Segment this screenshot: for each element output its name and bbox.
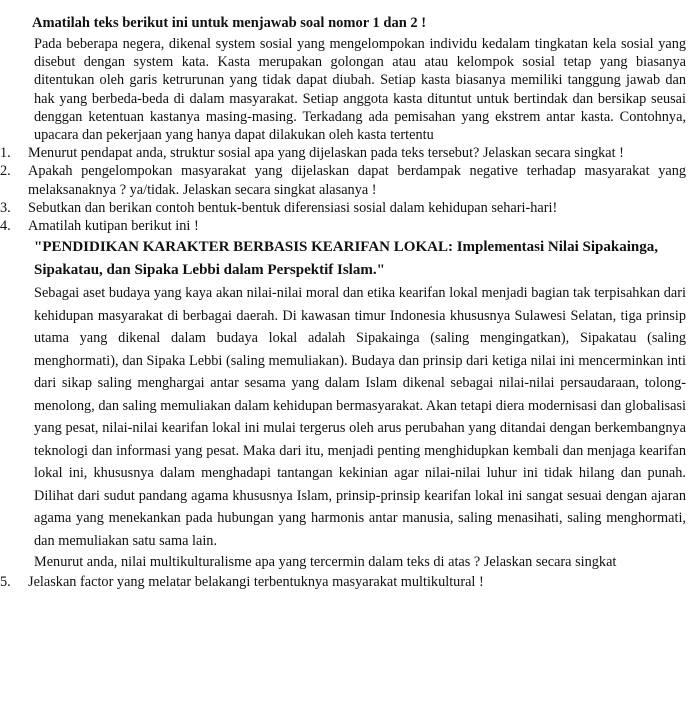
question-1 — [0, 144, 686, 162]
question-number: 5. — [0, 574, 11, 591]
question-number: 2. — [0, 163, 11, 180]
passage-text: Pada beberapa negera, dikenal system sosial yang mengelompokan individu kedalam tingkatan kela sosial yang disebut dengan system kata. Kasta merupakan golongan atau atau kelompok sosial tetap yang biasanya ditentukan oleh garis ketrurunan yang tidak dapat diubah. Setiap kasta biasanya memiliki tanggung jawab dan hak yang berbeda-beda di dalam masyarakat. Setiap anggota kasta dituntut untuk bertindak dan bersikap seusai denggan ketentuan kastanya masing-masing. Terkadang ada pemisahan yang ekstrem antar kasta. Contohnya, upacara dan pekerjaan yang hanya dapat dilakukan oleh kasta tertentu — [34, 36, 686, 144]
question-2 — [0, 162, 686, 198]
question-text: Apakah pengelompokan masyarakat yang dijelaskan dapat berdampak negative terhadap masyarakat yang melaksanaknya ? ya/tidak. Jelaskan secara singkat alasanya ! — [28, 163, 686, 198]
question-text: Amatilah kutipan berikut ini ! — [28, 218, 199, 235]
excerpt-body: Sebagai aset budaya yang kaya akan nilai-nilai moral dan etika kearifan lokal menjadi bagian tak terpisahkan dari kehidupan masyarakat di berbagai daerah. Di kawasan timur Indonesia khususnya Sulawesi Selatan, tiga prinsip utama yang dikenal dalam budaya lokal adalah Sipakainga (saling mengingatkan), Sipakatau (saling menghormati), dan Sipaka Lebbi (saling memuliakan). Budaya dan prinsip dari ketiga nilai ini mencerminkan inti dari sikap saling menghargai antar sesama yang dalam Islam dikenal sebagai nilai-nilai persaudaraan, tolong-menolong, dan saling memuliakan dalam kehidupan bermasyarakat. Akan tetapi diera modernisasi dan globalisasi yang pesat, nilai-nilai kearifan lokal ini mulai tergerus oleh arus perubahan yang ditandai dengan berkembangnya teknologi dan informasi yang pesat. Maka dari itu, menjadi penting menghidupkan kembali dan menjaga kearifan lokal ini, khususnya dalam menghadapi tantangan kekinian agar nilai-nilai luhur ini tidak hilang dan punah. Dilihat dari sudut pandang agama khususnya Islam, prinsip-prinsip kearifan lokal ini sangat sesuai dengan ajaran agama yang menekankan pada hubungan yang harmonis antar manusia, saling menasihati, saling menghormati, dan memuliakan satu sama lain. — [34, 285, 686, 549]
question-number: 1. — [0, 145, 11, 162]
question-4 — [0, 217, 686, 235]
question-text: Jelaskan factor yang melatar belakangi terbentuknya masyarakat multikultural ! — [28, 574, 484, 591]
question-5 — [0, 573, 686, 591]
question-3 — [0, 199, 686, 217]
question-number: 3. — [0, 199, 11, 216]
question-number: 4. — [0, 218, 11, 235]
instruction-heading: Amatilah teks berikut ini untuk menjawab soal nomor 1 dan 2 ! — [32, 15, 427, 31]
excerpt-question: Menurut anda, nilai multikulturalisme apa yang tercermin dalam teks di atas ? Jelaskan secara singkat — [34, 554, 617, 571]
question-text: Sebutkan dan berikan contoh bentuk-bentuk diferensiasi sosial dalam kehidupan sehari-hari! — [28, 199, 558, 216]
excerpt-title: "PENDIDIKAN KARAKTER BERBASIS KEARIFAN LOKAL: Implementasi Nilai Sipakainga, Sipakatau, dan Sipaka Lebbi dalam Perspektif Islam." — [34, 239, 658, 279]
question-text: Menurut pendapat anda, struktur sosial apa yang dijelaskan pada teks tersebut? Jelaskan secara singkat ! — [28, 145, 624, 162]
